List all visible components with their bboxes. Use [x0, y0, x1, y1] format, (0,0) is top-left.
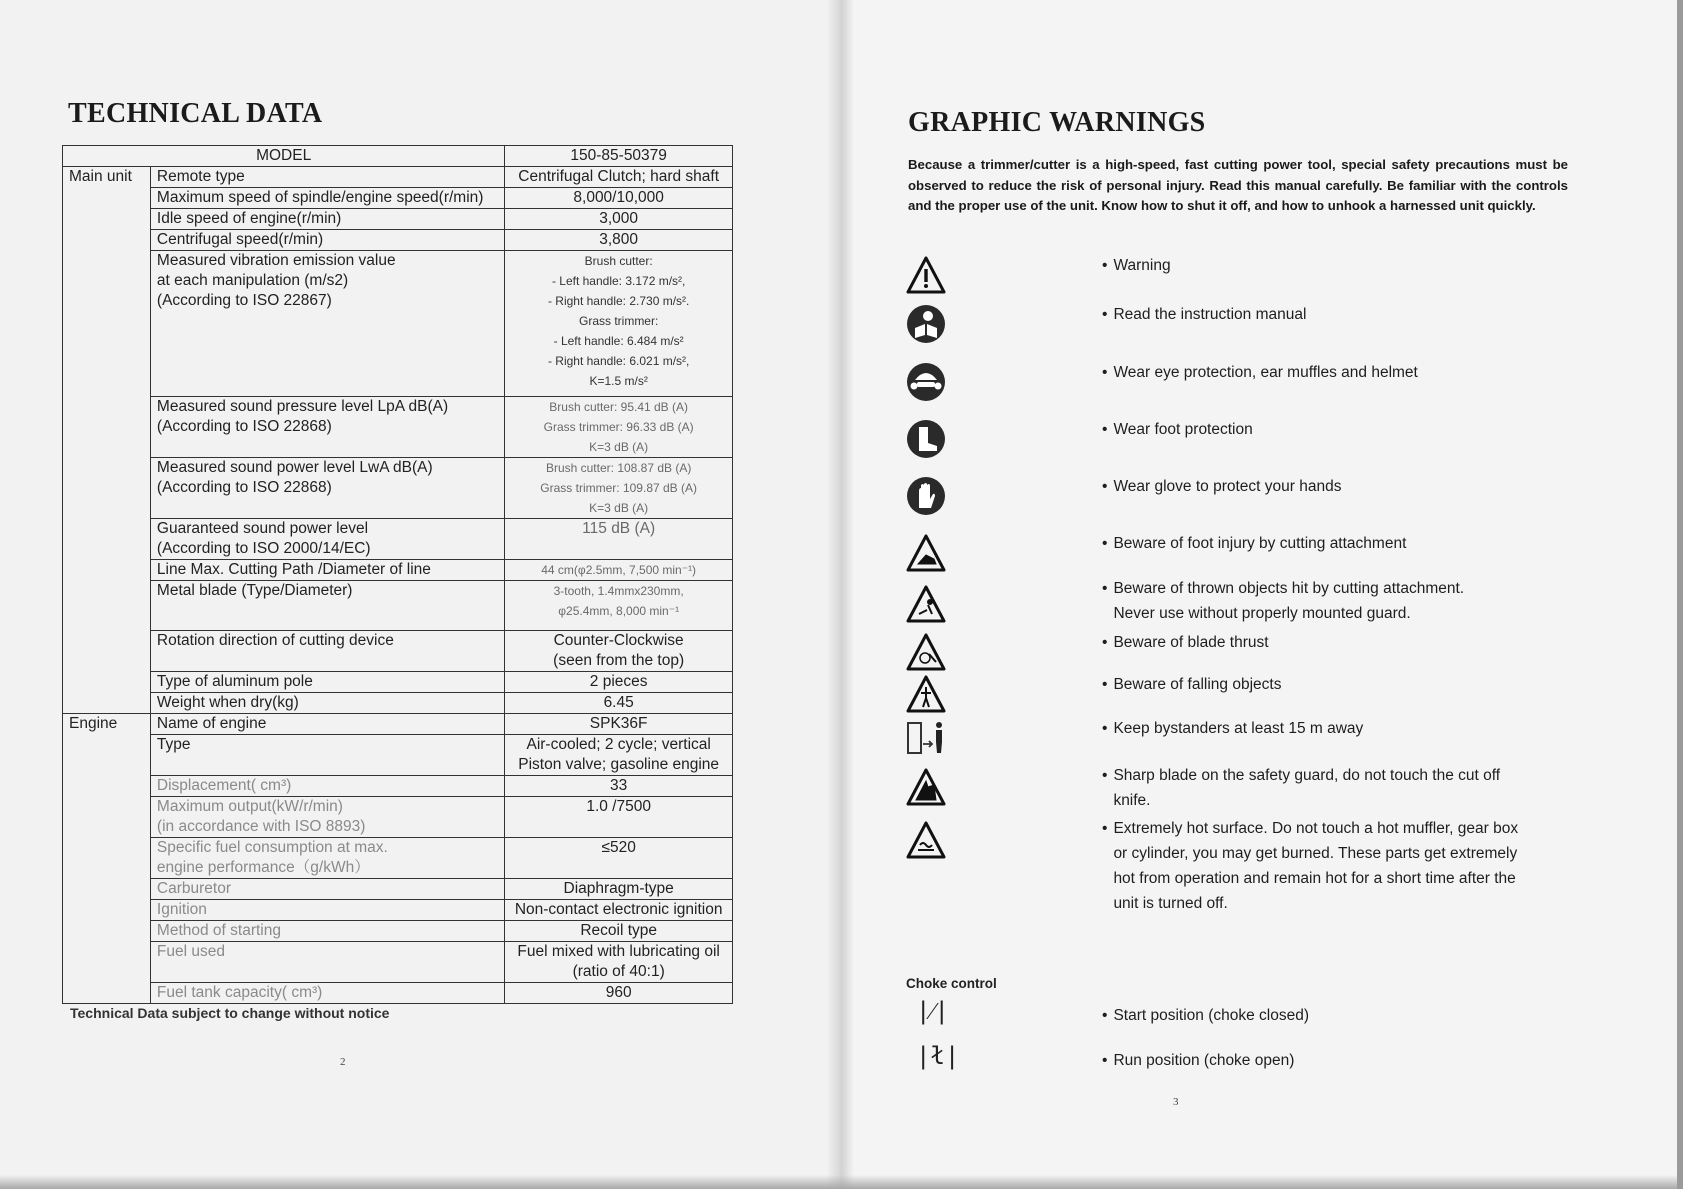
table-row	[63, 693, 733, 714]
spec-value: 44 cm(φ2.5mm, 7,500 min⁻¹)	[505, 560, 733, 581]
spec-label: Ignition	[150, 900, 504, 921]
bystander-distance-icon	[906, 718, 946, 758]
spec-label: Line Max. Cutting Path /Diameter of line	[150, 560, 504, 581]
table-row	[63, 983, 733, 1004]
page-number-right: 3	[1173, 1096, 1179, 1108]
table-header-row	[63, 146, 733, 167]
eye-ear-helmet-icon	[906, 362, 946, 402]
spec-label: Weight when dry(kg)	[150, 693, 504, 714]
spec-label: Method of starting	[150, 921, 504, 942]
page-fold	[826, 0, 854, 1189]
spec-value: Non-contact electronic ignition	[505, 900, 733, 921]
spec-label: Centrifugal speed(r/min)	[150, 230, 504, 251]
choke-item-text: • Start position (choke closed)	[1102, 1007, 1310, 1024]
table-row	[63, 735, 733, 776]
spec-label: Carburetor	[150, 879, 504, 900]
spec-value: ≤520	[505, 838, 733, 879]
scan-edge-right	[1677, 0, 1683, 1189]
spec-value: Brush cutter: 108.87 dB (A) Grass trimmer: 109.87 dB (A) K=3 dB (A)	[505, 458, 733, 519]
choke-closed-icon: |⁄|	[916, 997, 949, 1025]
spec-label: Maximum output(kW/r/min) (in accordance with ISO 8893)	[150, 797, 504, 838]
table-row	[63, 581, 733, 631]
falling-objects-triangle-icon	[906, 674, 946, 714]
spec-value: 960	[505, 983, 733, 1004]
spec-label: Measured vibration emission value at each manipulation (m/s2) (According to ISO 22867)	[150, 251, 504, 397]
table-row	[63, 921, 733, 942]
spec-label: Specific fuel consumption at max. engine performance（g/kWh）	[150, 838, 504, 879]
table-row	[63, 776, 733, 797]
technical-data-title: TECHNICAL DATA	[68, 98, 323, 129]
spec-value: Air-cooled; 2 cycle; vertical Piston valve; gasoline engine	[505, 735, 733, 776]
table-row	[63, 251, 733, 397]
spec-value: 3,000	[505, 209, 733, 230]
spec-value: Brush cutter: - Left handle: 3.172 m/s², - Right handle: 2.730 m/s². Grass trimmer: - Left handle: 6.484 m/s² - Right handle: 6.021 m/s², K=1.5 m/s²	[505, 251, 733, 397]
spec-label: Remote type	[150, 167, 504, 188]
warning-text: • Keep bystanders at least 15 m away	[1102, 720, 1364, 737]
table-row	[63, 519, 733, 560]
technical-data-table	[62, 145, 733, 1004]
warning-triangle-icon	[906, 255, 946, 295]
spec-label: Measured sound power level LwA dB(A) (According to ISO 22868)	[150, 458, 504, 519]
table-row	[63, 879, 733, 900]
table-row	[63, 900, 733, 921]
read-manual-icon	[906, 304, 946, 344]
warning-text: • Sharp blade on the safety guard, do not touch the cut off knife.	[1102, 767, 1501, 809]
warning-text: • Beware of foot injury by cutting attachment	[1102, 535, 1407, 552]
spec-value: Centrifugal Clutch; hard shaft	[505, 167, 733, 188]
table-row	[63, 672, 733, 693]
spec-label: Name of engine	[150, 714, 504, 735]
warning-text: • Beware of blade thrust	[1102, 634, 1269, 651]
foot-protection-icon	[906, 419, 946, 459]
spec-value: Counter-Clockwise (seen from the top)	[505, 631, 733, 672]
spec-value: 3-tooth, 1.4mmx230mm, φ25.4mm, 8,000 min⁻¹	[505, 581, 733, 631]
spec-value: 2 pieces	[505, 672, 733, 693]
warning-text: • Wear foot protection	[1102, 421, 1253, 438]
table-row	[63, 714, 733, 735]
spec-label: Maximum speed of spindle/engine speed(r/min)	[150, 188, 504, 209]
group-label: Main unit	[63, 167, 151, 714]
thrown-objects-triangle-icon	[906, 584, 946, 624]
warning-text: • Beware of falling objects	[1102, 676, 1282, 693]
spec-value: SPK36F	[505, 714, 733, 735]
spec-value: Fuel mixed with lubricating oil (ratio of 40:1)	[505, 942, 733, 983]
table-row	[63, 838, 733, 879]
technical-data-footnote: Technical Data subject to change without notice	[70, 1005, 390, 1021]
spec-label: Measured sound pressure level LpA dB(A) (According to ISO 22868)	[150, 397, 504, 458]
spec-label: Rotation direction of cutting device	[150, 631, 504, 672]
scan-edge-bottom	[0, 1175, 1683, 1189]
warning-text: • Wear glove to protect your hands	[1102, 478, 1342, 495]
table-row	[63, 797, 733, 838]
spec-value: 8,000/10,000	[505, 188, 733, 209]
foot-injury-triangle-icon	[906, 533, 946, 573]
spec-value: 1.0 /7500	[505, 797, 733, 838]
model-label: MODEL	[63, 146, 505, 167]
blade-thrust-triangle-icon	[906, 632, 946, 672]
spec-label: Metal blade (Type/Diameter)	[150, 581, 504, 631]
spec-value: 3,800	[505, 230, 733, 251]
table-row	[63, 942, 733, 983]
spec-value: 33	[505, 776, 733, 797]
warning-text: • Extremely hot surface. Do not touch a hot muffler, gear box or cylinder, you may get burned. These parts get extremely hot from operation and remain hot for a short time after the unit is turned off.	[1102, 820, 1519, 912]
spec-value: Recoil type	[505, 921, 733, 942]
spec-label: Guaranteed sound power level (According to ISO 2000/14/EC)	[150, 519, 504, 560]
left-page	[0, 0, 838, 1189]
table-row	[63, 188, 733, 209]
warnings-intro: Because a trimmer/cutter is a high-speed, fast cutting power tool, special safety precautions must be observed to reduce the risk of personal injury. Read this manual carefully. Be familiar with the controls and the proper use of the unit. Know how to shut it off, and how to unhook a harnessed unit quickly.	[908, 157, 1568, 213]
table-row	[63, 560, 733, 581]
choke-open-icon: |ł|	[916, 1042, 960, 1070]
spec-value: 6.45	[505, 693, 733, 714]
spec-value: 115 dB (A)	[505, 519, 733, 560]
spec-label: Type of aluminum pole	[150, 672, 504, 693]
table-row	[63, 397, 733, 458]
spec-value: Diaphragm-type	[505, 879, 733, 900]
choke-control-label: Choke control	[906, 976, 997, 991]
warning-text: • Wear eye protection, ear muffles and helmet	[1102, 364, 1418, 381]
spec-value: Brush cutter: 95.41 dB (A) Grass trimmer: 96.33 dB (A) K=3 dB (A)	[505, 397, 733, 458]
table-row	[63, 209, 733, 230]
group-label: Engine	[63, 714, 151, 1004]
warning-text: • Read the instruction manual	[1102, 306, 1307, 323]
table-row	[63, 458, 733, 519]
page-number-left: 2	[340, 1056, 346, 1068]
model-number: 150-85-50379	[505, 146, 733, 167]
graphic-warnings-title: GRAPHIC WARNINGS	[908, 107, 1206, 138]
spec-label: Idle speed of engine(r/min)	[150, 209, 504, 230]
spec-label: Displacement( cm³)	[150, 776, 504, 797]
table-row	[63, 167, 733, 188]
warning-text: • Beware of thrown objects hit by cutting attachment. Never use without properly mounted guard.	[1102, 580, 1465, 622]
spec-label: Type	[150, 735, 504, 776]
sharp-blade-triangle-icon	[906, 767, 946, 807]
warning-text: • Warning	[1102, 257, 1171, 274]
hot-surface-triangle-icon	[906, 820, 946, 860]
spec-label: Fuel tank capacity( cm³)	[150, 983, 504, 1004]
spec-label: Fuel used	[150, 942, 504, 983]
table-row	[63, 631, 733, 672]
table-row	[63, 230, 733, 251]
right-page	[838, 0, 1683, 1189]
choke-item-text: • Run position (choke open)	[1102, 1052, 1295, 1069]
glove-icon	[906, 476, 946, 516]
